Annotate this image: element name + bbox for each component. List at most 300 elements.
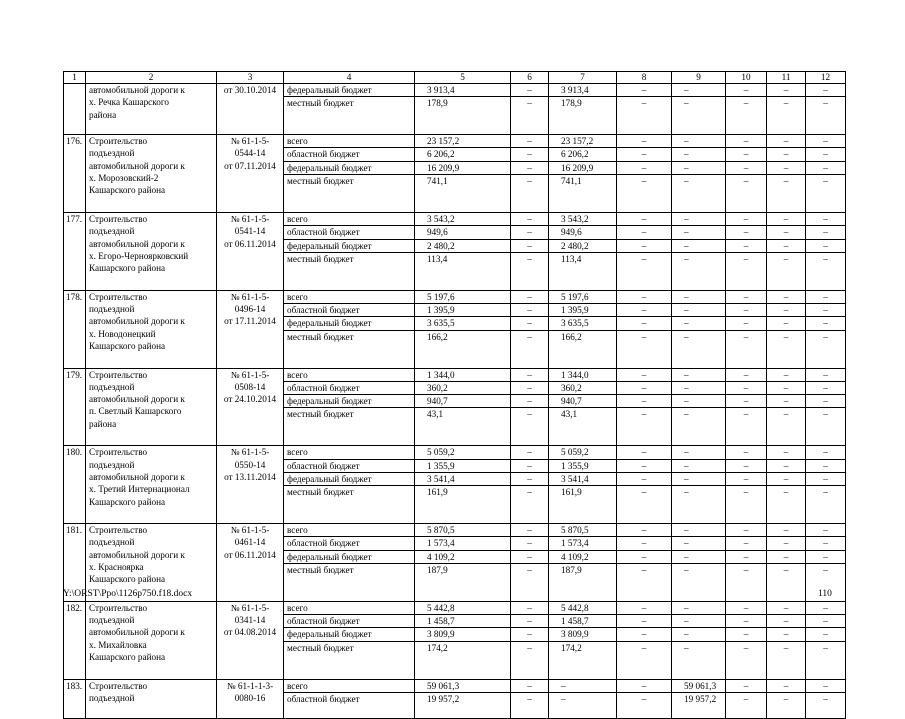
column-header-8: 8 <box>617 72 672 84</box>
value-col-11: – <box>767 381 806 394</box>
value-col-7: 5 059,2 <box>549 446 617 459</box>
value-col-7: – <box>549 692 617 718</box>
value-col-10: – <box>726 252 767 290</box>
value-col-7: 1 344,0 <box>549 368 617 381</box>
value-col-7: 23 157,2 <box>549 135 617 148</box>
value-col-8: – <box>617 601 672 614</box>
value-col-10: – <box>726 330 767 368</box>
value-col-7: 113,4 <box>549 252 617 290</box>
value-col-8: – <box>617 135 672 148</box>
value-col-11: – <box>767 212 806 225</box>
value-col-11: – <box>767 330 806 368</box>
value-col-12: – <box>806 148 846 161</box>
value-col-6: – <box>511 226 549 239</box>
value-col-5: 1 458,7 <box>415 615 511 628</box>
value-col-9: – <box>672 601 726 614</box>
object-name-line: х. Михайловка <box>89 639 147 650</box>
item-number: 179. <box>64 368 86 446</box>
document-number-line: 0544-14 <box>234 148 266 159</box>
value-col-12: – <box>806 368 846 381</box>
value-col-6: – <box>511 148 549 161</box>
value-col-6: – <box>511 459 549 472</box>
value-col-9: – <box>672 212 726 225</box>
value-col-6: – <box>511 679 549 692</box>
value-col-10: – <box>726 601 767 614</box>
document-number-line: № 61-1-5- <box>230 602 270 613</box>
object-name <box>86 135 217 213</box>
value-col-11: – <box>767 601 806 614</box>
value-col-5: 1 355,9 <box>415 459 511 472</box>
value-col-8: – <box>617 239 672 252</box>
document-number <box>217 368 284 446</box>
value-col-8: – <box>617 486 672 524</box>
value-col-5: 5 870,5 <box>415 524 511 537</box>
value-col-12: – <box>806 486 846 524</box>
value-col-12: – <box>806 408 846 446</box>
value-col-11: – <box>767 395 806 408</box>
item-number: 182. <box>64 601 86 679</box>
value-col-12: – <box>806 84 846 97</box>
value-col-9: – <box>672 563 726 601</box>
value-col-8: – <box>617 381 672 394</box>
budget-table <box>63 71 846 719</box>
value-col-5: 360,2 <box>415 381 511 394</box>
value-col-7: 5 197,6 <box>549 290 617 303</box>
object-name-line: автомобильной дороги к <box>89 85 185 95</box>
value-col-6: – <box>511 239 549 252</box>
value-col-12: – <box>806 252 846 290</box>
value-col-8: – <box>617 304 672 317</box>
value-col-11: – <box>767 692 806 718</box>
value-col-10: – <box>726 226 767 239</box>
value-col-8: – <box>617 641 672 679</box>
value-col-9: – <box>672 537 726 550</box>
value-col-5: 2 480,2 <box>415 239 511 252</box>
table-row <box>64 601 846 614</box>
value-col-10: – <box>726 486 767 524</box>
value-col-7: 1 355,9 <box>549 459 617 472</box>
value-col-9: – <box>672 330 726 368</box>
value-col-6: – <box>511 330 549 368</box>
value-col-12: – <box>806 692 846 718</box>
column-header-4: 4 <box>284 72 415 84</box>
value-col-10: – <box>726 679 767 692</box>
table-row <box>64 290 846 303</box>
value-col-5: 949,6 <box>415 226 511 239</box>
item-number: 178. <box>64 290 86 368</box>
value-col-10: – <box>726 97 767 135</box>
funding-source: федеральный бюджет <box>284 395 415 408</box>
value-col-6: – <box>511 395 549 408</box>
object-name-line: Строительство <box>89 602 148 613</box>
value-col-7: 174,2 <box>549 641 617 679</box>
object-name-line: Строительство <box>89 291 148 302</box>
object-name-line: Строительство <box>89 136 148 147</box>
value-col-11: – <box>767 679 806 692</box>
value-col-8: – <box>617 290 672 303</box>
document-number-line: 0508-14 <box>234 381 266 392</box>
object-name-line: Строительство <box>89 213 148 224</box>
value-col-10: – <box>726 290 767 303</box>
value-col-5: 5 197,6 <box>415 290 511 303</box>
value-col-12: – <box>806 446 846 459</box>
object-name <box>86 679 217 718</box>
funding-source: местный бюджет <box>284 408 415 446</box>
document-number-line: от 04.08.2014 <box>223 627 277 638</box>
value-col-9: – <box>672 628 726 641</box>
funding-source: федеральный бюджет <box>284 317 415 330</box>
value-col-7: 949,6 <box>549 226 617 239</box>
value-col-7: 4 109,2 <box>549 550 617 563</box>
value-col-10: – <box>726 563 767 601</box>
value-col-5: 6 206,2 <box>415 148 511 161</box>
value-col-11: – <box>767 304 806 317</box>
value-col-12: – <box>806 601 846 614</box>
value-col-10: – <box>726 161 767 174</box>
funding-source: областной бюджет <box>284 537 415 550</box>
funding-source: всего <box>284 368 415 381</box>
value-col-7: 1 458,7 <box>549 615 617 628</box>
value-col-8: – <box>617 212 672 225</box>
value-col-9: – <box>672 175 726 213</box>
column-header-7: 7 <box>549 72 617 84</box>
value-col-5: 1 395,9 <box>415 304 511 317</box>
value-col-12: – <box>806 679 846 692</box>
column-header-10: 10 <box>726 72 767 84</box>
value-col-10: – <box>726 304 767 317</box>
funding-source: местный бюджет <box>284 563 415 601</box>
value-col-5: 4 109,2 <box>415 550 511 563</box>
value-col-11: – <box>767 135 806 148</box>
object-name-line: автомобильной дороги к <box>89 471 185 482</box>
value-col-5: 3 635,5 <box>415 317 511 330</box>
document-number-line: № 61-1-5- <box>230 213 270 224</box>
table-row <box>64 368 846 381</box>
value-col-10: – <box>726 317 767 330</box>
value-col-11: – <box>767 550 806 563</box>
object-name-line: х. Красноярка <box>89 561 144 572</box>
value-col-11: – <box>767 486 806 524</box>
value-col-10: – <box>726 368 767 381</box>
document-number-line: № 61-1-5- <box>230 447 270 458</box>
value-col-10: – <box>726 175 767 213</box>
funding-source: федеральный бюджет <box>284 161 415 174</box>
column-header-5: 5 <box>415 72 511 84</box>
object-name-line: Строительство <box>89 369 148 380</box>
value-col-11: – <box>767 317 806 330</box>
value-col-7: 741,1 <box>549 175 617 213</box>
value-col-6: – <box>511 252 549 290</box>
object-name-line: автомобильной дороги к <box>89 238 185 249</box>
object-name-line: автомобильной дороги к <box>89 394 185 405</box>
document-number <box>217 679 284 718</box>
table-row <box>64 446 846 459</box>
value-col-8: – <box>617 84 672 97</box>
value-col-7: 5 870,5 <box>549 524 617 537</box>
value-col-12: – <box>806 330 846 368</box>
value-col-6: – <box>511 628 549 641</box>
value-col-7: 1 573,4 <box>549 537 617 550</box>
value-col-7: 3 543,2 <box>549 212 617 225</box>
value-col-6: – <box>511 692 549 718</box>
object-name-line: автомобильной дороги к <box>89 160 185 171</box>
value-col-6: – <box>511 304 549 317</box>
value-col-11: – <box>767 459 806 472</box>
value-col-5: 166,2 <box>415 330 511 368</box>
value-col-5: 178,9 <box>415 97 511 135</box>
value-col-5: 113,4 <box>415 252 511 290</box>
value-col-10: – <box>726 615 767 628</box>
funding-source: областной бюджет <box>284 615 415 628</box>
value-col-12: – <box>806 212 846 225</box>
value-col-11: – <box>767 524 806 537</box>
document-number-line: № 61-1-1-3- <box>226 680 274 691</box>
value-col-11: – <box>767 368 806 381</box>
value-col-9: – <box>672 304 726 317</box>
table-row <box>64 524 846 537</box>
value-col-5: 1 344,0 <box>415 368 511 381</box>
funding-source: всего <box>284 679 415 692</box>
column-header-9: 9 <box>672 72 726 84</box>
object-name-line: Кашарского района <box>89 340 166 351</box>
item-number: 181. <box>64 524 86 602</box>
object-name-line: Строительство <box>89 447 148 458</box>
document-number-line: от 30.10.2014 <box>223 85 277 95</box>
column-header-3: 3 <box>217 72 284 84</box>
document-number-line: от 24.10.2014 <box>223 394 277 405</box>
value-col-12: – <box>806 524 846 537</box>
document-number-line: 0496-14 <box>234 304 266 315</box>
value-col-5: 161,9 <box>415 486 511 524</box>
table-row <box>64 135 846 148</box>
value-col-7: 16 209,9 <box>549 161 617 174</box>
value-col-5: 3 913,4 <box>415 84 511 97</box>
funding-source: федеральный бюджет <box>284 239 415 252</box>
value-col-8: – <box>617 97 672 135</box>
funding-source: местный бюджет <box>284 486 415 524</box>
object-name-line: Кашарского района <box>89 185 166 196</box>
value-col-9: – <box>672 290 726 303</box>
value-col-11: – <box>767 290 806 303</box>
object-name-line: подъездной <box>89 304 135 315</box>
document-number-line: № 61-1-5- <box>230 136 270 147</box>
object-name-line: х. Третий Интернационал <box>89 484 190 495</box>
funding-source: всего <box>284 446 415 459</box>
value-col-11: – <box>767 408 806 446</box>
value-col-10: – <box>726 395 767 408</box>
value-col-7: 161,9 <box>549 486 617 524</box>
value-col-6: – <box>511 472 549 485</box>
document-number-line: 0541-14 <box>234 226 266 237</box>
value-col-9: – <box>672 408 726 446</box>
value-col-9: – <box>672 317 726 330</box>
funding-source: местный бюджет <box>284 330 415 368</box>
funding-source: областной бюджет <box>284 304 415 317</box>
value-col-6: – <box>511 97 549 135</box>
item-number: 177. <box>64 212 86 290</box>
table-row <box>64 84 846 97</box>
value-col-6: – <box>511 615 549 628</box>
value-col-8: – <box>617 368 672 381</box>
value-col-10: – <box>726 84 767 97</box>
value-col-10: – <box>726 524 767 537</box>
value-col-12: – <box>806 537 846 550</box>
value-col-11: – <box>767 239 806 252</box>
value-col-5: 940,7 <box>415 395 511 408</box>
value-col-9: – <box>672 252 726 290</box>
value-col-9: – <box>672 550 726 563</box>
value-col-12: – <box>806 615 846 628</box>
document-number <box>217 446 284 524</box>
document-number <box>217 212 284 290</box>
value-col-6: – <box>511 446 549 459</box>
value-col-5: 187,9 <box>415 563 511 601</box>
value-col-10: – <box>726 381 767 394</box>
value-col-9: – <box>672 524 726 537</box>
value-col-10: – <box>726 135 767 148</box>
value-col-11: – <box>767 148 806 161</box>
document-number-line: от 06.11.2014 <box>224 238 276 249</box>
object-name-line: подъездной <box>89 381 135 392</box>
value-col-8: – <box>617 628 672 641</box>
value-col-12: – <box>806 175 846 213</box>
value-col-6: – <box>511 135 549 148</box>
funding-source: областной бюджет <box>284 692 415 718</box>
value-col-8: – <box>617 472 672 485</box>
value-col-10: – <box>726 459 767 472</box>
value-col-11: – <box>767 226 806 239</box>
value-col-9: – <box>672 381 726 394</box>
object-name <box>86 290 217 368</box>
value-col-8: – <box>617 408 672 446</box>
value-col-6: – <box>511 563 549 601</box>
object-name-line: п. Светлый Кашарского <box>89 406 182 417</box>
value-col-8: – <box>617 524 672 537</box>
value-col-8: – <box>617 395 672 408</box>
value-col-9: – <box>672 226 726 239</box>
value-col-5: 3 541,4 <box>415 472 511 485</box>
funding-source: всего <box>284 290 415 303</box>
document-number-line: № 61-1-5- <box>230 369 270 380</box>
object-name-line: х. Егоро-Черноярковский <box>89 250 189 261</box>
value-col-5: 3 809,9 <box>415 628 511 641</box>
value-col-9: – <box>672 641 726 679</box>
value-col-10: – <box>726 472 767 485</box>
object-name-line: автомобильной дороги к <box>89 549 185 560</box>
object-name-line: Кашарского района <box>89 574 166 585</box>
value-col-9: 59 061,3 <box>672 679 726 692</box>
value-col-12: – <box>806 290 846 303</box>
value-col-12: – <box>806 563 846 601</box>
value-col-12: – <box>806 472 846 485</box>
object-name-line: х. Новодонецкий <box>89 328 156 339</box>
column-header-6: 6 <box>511 72 549 84</box>
value-col-8: – <box>617 692 672 718</box>
funding-source: местный бюджет <box>284 97 415 135</box>
value-col-12: – <box>806 641 846 679</box>
value-col-7: 178,9 <box>549 97 617 135</box>
funding-source: всего <box>284 135 415 148</box>
value-col-6: – <box>511 175 549 213</box>
object-name-line: подъездной <box>89 692 135 703</box>
value-col-8: – <box>617 550 672 563</box>
value-col-9: – <box>672 486 726 524</box>
funding-source: всего <box>284 212 415 225</box>
object-name <box>86 601 217 679</box>
table-row <box>64 212 846 225</box>
value-col-12: – <box>806 135 846 148</box>
funding-source: областной бюджет <box>284 148 415 161</box>
value-col-5: 741,1 <box>415 175 511 213</box>
value-col-8: – <box>617 446 672 459</box>
value-col-9: – <box>672 97 726 135</box>
column-header-2: 2 <box>86 72 217 84</box>
footer-file-path: Y:\ORST\Ppo\1126p750.f18.docx <box>63 589 193 599</box>
value-col-8: – <box>617 563 672 601</box>
object-name-line: подъездной <box>89 459 135 470</box>
value-col-11: – <box>767 252 806 290</box>
funding-source: местный бюджет <box>284 252 415 290</box>
object-name <box>86 368 217 446</box>
value-col-11: – <box>767 84 806 97</box>
value-col-11: – <box>767 641 806 679</box>
value-col-6: – <box>511 290 549 303</box>
value-col-6: – <box>511 550 549 563</box>
value-col-6: – <box>511 212 549 225</box>
value-col-7: 187,9 <box>549 563 617 601</box>
value-col-8: – <box>617 317 672 330</box>
value-col-6: – <box>511 641 549 679</box>
object-name <box>86 84 217 135</box>
value-col-7: – <box>549 679 617 692</box>
value-col-10: – <box>726 446 767 459</box>
value-col-8: – <box>617 330 672 368</box>
document-number-line: 0080-16 <box>234 692 266 703</box>
funding-source: федеральный бюджет <box>284 472 415 485</box>
value-col-8: – <box>617 175 672 213</box>
value-col-7: 3 809,9 <box>549 628 617 641</box>
column-header-11: 11 <box>767 72 806 84</box>
item-number: 183. <box>64 679 86 718</box>
object-name-line: подъездной <box>89 537 135 548</box>
object-name-line: Кашарского района <box>89 652 166 663</box>
value-col-5: 59 061,3 <box>415 679 511 692</box>
value-col-6: – <box>511 381 549 394</box>
document-number-line: 0461-14 <box>234 537 266 548</box>
object-name-line: подъездной <box>89 615 135 626</box>
value-col-7: 5 442,8 <box>549 601 617 614</box>
value-col-7: 940,7 <box>549 395 617 408</box>
object-name-line: автомобильной дороги к <box>89 316 185 327</box>
value-col-10: – <box>726 239 767 252</box>
object-name <box>86 212 217 290</box>
object-name-line: подъездной <box>89 226 135 237</box>
value-col-8: – <box>617 148 672 161</box>
value-col-6: – <box>511 161 549 174</box>
value-col-5: 1 573,4 <box>415 537 511 550</box>
document-number <box>217 524 284 602</box>
value-col-6: – <box>511 486 549 524</box>
value-col-5: 174,2 <box>415 641 511 679</box>
value-col-11: – <box>767 472 806 485</box>
funding-source: федеральный бюджет <box>284 84 415 97</box>
value-col-9: – <box>672 148 726 161</box>
value-col-12: – <box>806 226 846 239</box>
column-header-12: 12 <box>806 72 846 84</box>
value-col-7: 2 480,2 <box>549 239 617 252</box>
value-col-7: 166,2 <box>549 330 617 368</box>
value-col-9: – <box>672 161 726 174</box>
